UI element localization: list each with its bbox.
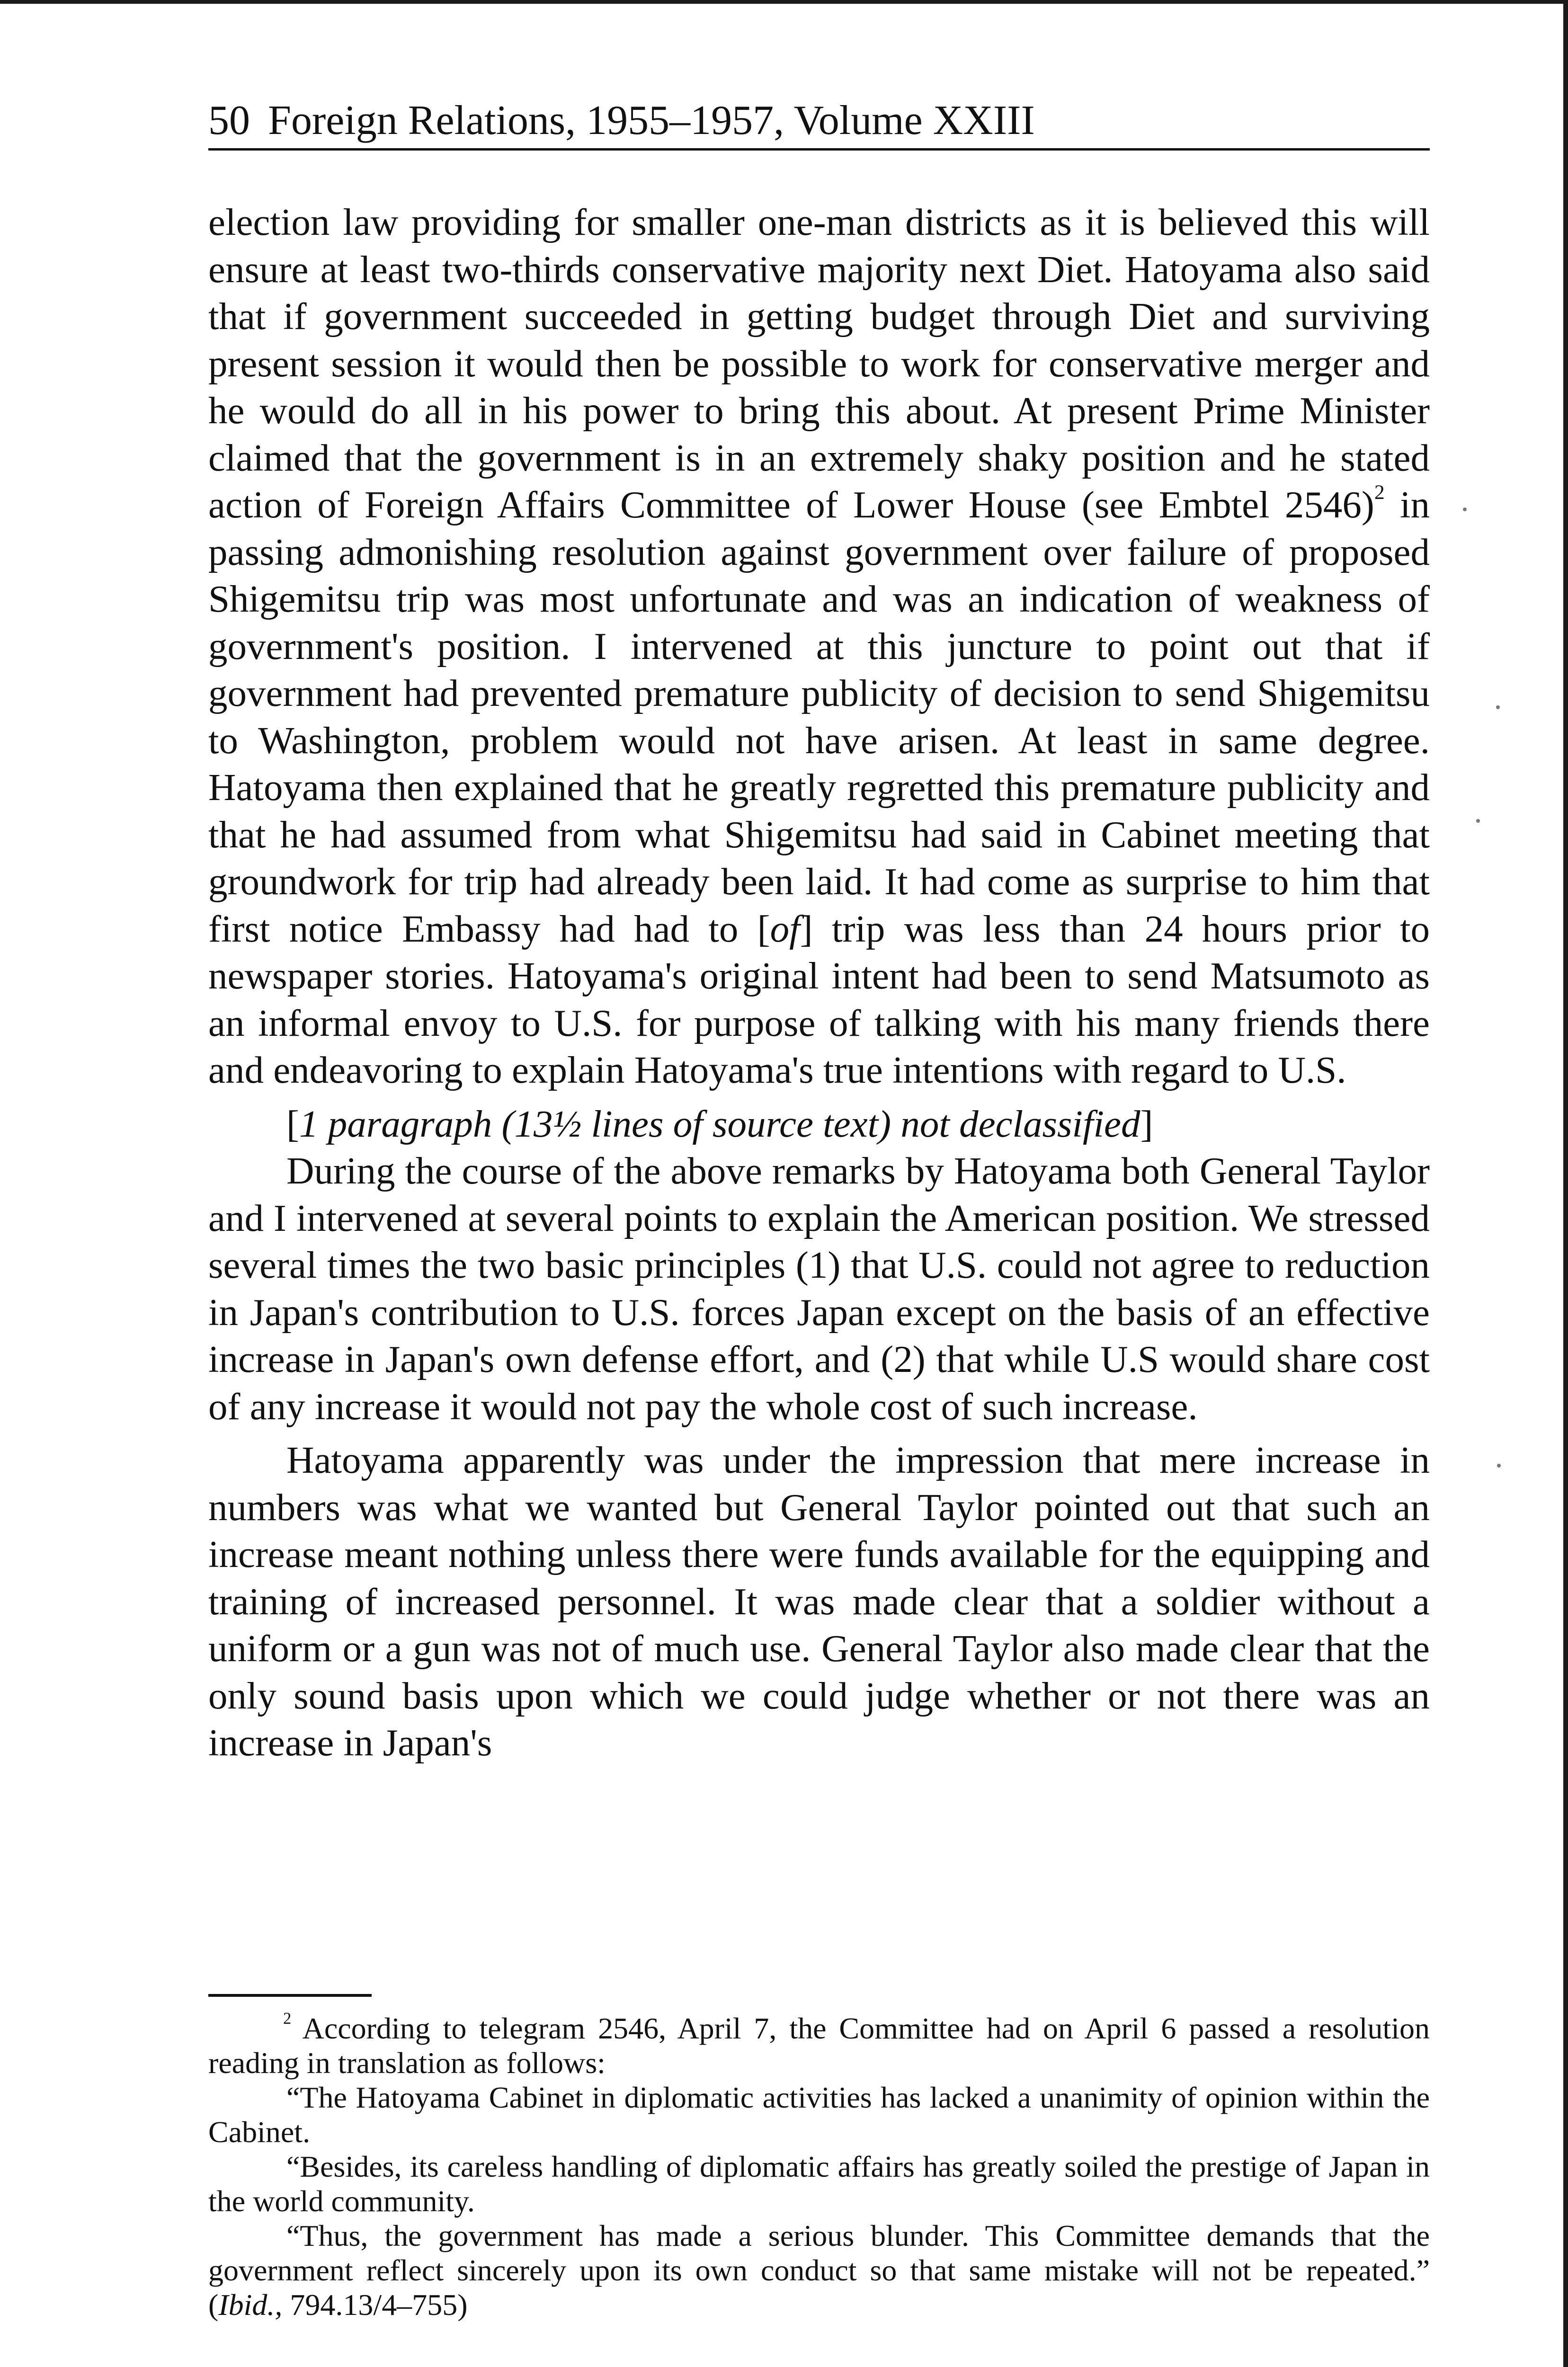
footnote-quote: “The Hatoyama Cabinet in diplomatic activities has lacked a unanimity of opinion within the Cabinet. xyxy=(208,2081,1430,2149)
footnote-quote-text: “Thus, the government has made a serious blunder. This Committee demands that the government reflect sincerely upon its own conduct so that same mistake will not be repeated.” xyxy=(208,2219,1430,2287)
page-number: 50 xyxy=(208,98,250,143)
scan-speck xyxy=(1497,1464,1501,1468)
paragraph: Hatoyama apparently was under the impression that mere increase in numbers was what we wanted but General Taylor pointed out that such an increase meant nothing unless there were funds available for the equipping and training of increased personnel. It was made clear that a soldier without a uniform or a gun was not of much use. General Taylor also made clear that the only sound basis upon which we could judge whether or not there was an increase in Japan's xyxy=(208,1439,1430,1764)
paragraph-continued xyxy=(208,199,1430,1094)
scan-edge-right xyxy=(1563,0,1568,2367)
citation-reference: 794.13/4–755) xyxy=(282,2288,468,2322)
citation-ibid: Ibid., xyxy=(218,2288,283,2322)
paragraph: During the course of the above remarks by Hatoyama both General Taylor and I intervened at several points to explain the American position. We stressed several times the two basic principles (1) that U.S. could not agree to reduction in Japan's contribution to U.S. forces Japan except on the basis of an effective increase in Japan's own defense effort, and (2) that while U.S would share cost of any increase it would not pay the whole cost of such increase. xyxy=(208,1149,1430,1428)
footnotes xyxy=(208,2011,1430,2322)
bracket: ] xyxy=(1140,1102,1153,1145)
paragraph-text: in passing admonishing resolution against government over failure of proposed Shigemitsu trip was most unfortunate and was an indication of weakness of government's position. I intervened at this juncture to point out that if government had prevented premature publicity of decision to send Shigemitsu to Washington, problem would not have arisen. At least in same degree. Hatoyama then explained that he greatly regretted this premature publicity and that he had assumed from what Shigemitsu had said in Cabinet meeting that groundwork for trip had already been laid. It had come as surprise to him that first notice Embassy had had to xyxy=(208,483,1430,950)
footnote-quote: “Besides, its careless handling of diplomatic affairs has greatly soiled the prestige of Japan in the world community. xyxy=(208,2150,1430,2218)
footnote-number: 2 xyxy=(283,2009,292,2028)
editorial-insertion: of xyxy=(770,907,800,950)
bracket: [ xyxy=(286,1102,299,1145)
scan-speck xyxy=(1476,819,1480,823)
footnote xyxy=(208,2011,1430,2080)
running-header xyxy=(208,95,1430,151)
volume-title: Foreign Relations, 1955–1957, Volume XXIII xyxy=(268,98,1035,143)
scan-edge-top xyxy=(0,0,1568,4)
citation-paren: ( xyxy=(208,2288,219,2322)
paragraph-text: election law providing for smaller one-man districts as it is believed this will ensure at least two-thirds conservative majority next Diet. Hatoyama also said that if government succeeded in getting budget through Diet and surviving present session it would then be possible to work for conservative merger and he would do all in his power to bring this about. At present Prime Minister claimed that the government is in an extremely shaky position and he stated action of Foreign Affairs Committee of Lower House (see Embtel 2546) xyxy=(208,201,1430,526)
declassification-note xyxy=(208,1101,1430,1148)
footnote-separator xyxy=(208,1994,372,1997)
paragraph-text: trip was less than 24 hours prior to newspaper stories. Hatoyama's original intent had been to send Matsumoto as an informal envoy to U.S. for purpose of talking with his many friends there and endeavoring to explain Hatoyama's true intentions with regard to U.S. xyxy=(208,907,1430,1091)
scan-speck xyxy=(1496,705,1500,709)
declassification-text: 1 paragraph (13½ lines of source text) not declassified xyxy=(299,1102,1140,1145)
scan-speck xyxy=(1463,507,1467,511)
main-text xyxy=(208,199,1430,1767)
bracket: [ xyxy=(757,907,770,950)
bracket: ] xyxy=(800,907,813,950)
footnote-reference: 2 xyxy=(1374,481,1385,504)
footnote-text: According to telegram 2546, April 7, the Committee had on April 6 passed a resolution reading in translation as follows: xyxy=(208,2011,1430,2080)
footnote-quote xyxy=(208,2218,1430,2322)
